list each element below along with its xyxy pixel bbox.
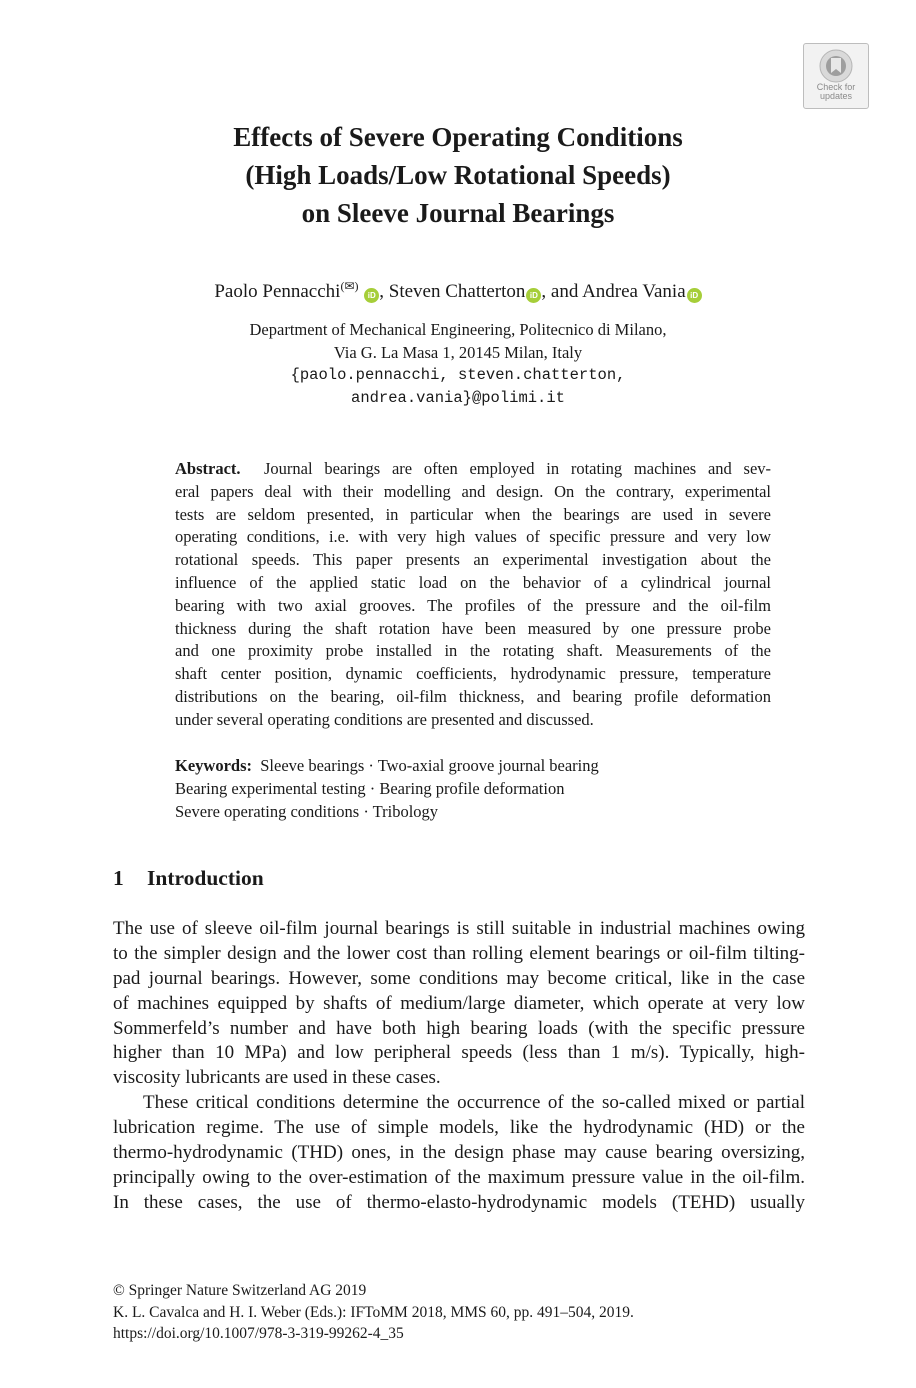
author-name: Andrea Vania bbox=[582, 281, 686, 302]
abstract-line: under several operating conditions are presented and discussed. bbox=[175, 709, 594, 729]
section-heading bbox=[113, 863, 264, 893]
author-list bbox=[0, 272, 916, 306]
orcid-icon[interactable]: iD bbox=[526, 288, 541, 303]
abstract-line: and one proximity probe installed in the rotating shaft. Measurements of the bbox=[175, 641, 771, 661]
section-number: 1 bbox=[113, 866, 124, 890]
body-line: viscosity lubricants are used in these cases. bbox=[113, 1067, 441, 1089]
author-separator: , bbox=[379, 281, 389, 302]
orcid-icon[interactable]: iD bbox=[687, 288, 702, 303]
citation: K. L. Cavalca and H. I. Weber (Eds.): IFToMM 2018, MMS 60, pp. 491–504, 2019. bbox=[113, 1303, 634, 1321]
check-for-updates-badge[interactable] bbox=[803, 43, 869, 109]
abstract-line: thickness during the shaft rotation have been measured by one pressure probe bbox=[175, 618, 771, 638]
badge-line-1: Check for bbox=[816, 82, 856, 92]
abstract-line: rotational speeds. This paper presents an experimental investigation about the bbox=[175, 550, 771, 570]
badge-line-2: updates bbox=[819, 91, 853, 101]
copyright: © Springer Nature Switzerland AG 2019 bbox=[113, 1282, 367, 1299]
keywords-line: Bearing experimental testing · Bearing profile deformation bbox=[175, 779, 565, 798]
body-line: Sommerfeld’s number and have both high bearing loads (with the specific pressure bbox=[113, 1017, 805, 1039]
body-line: higher than 10 MPa) and low peripheral speeds (less than 1 m/s). Typically, high- bbox=[113, 1042, 805, 1064]
abstract-line: bearing with two axial grooves. The profiles of the pressure and the oil-film bbox=[175, 595, 771, 615]
corresponding-author-mark: (✉) bbox=[340, 279, 359, 293]
keywords-line: Keywords: Sleeve bearings · Two-axial groove journal bearing bbox=[175, 756, 599, 775]
footer bbox=[113, 1280, 634, 1345]
body-line: pad journal bearings. However, some conditions may become critical, like in the case bbox=[113, 967, 805, 989]
body-line: The use of sleeve oil-film journal bearings is still suitable in industrial machines owing bbox=[113, 918, 805, 939]
section-title: Introduction bbox=[147, 866, 264, 890]
email-line[interactable]: {paolo.pennacchi, steven.chatterton, bbox=[290, 366, 626, 384]
affiliation-line: Department of Mechanical Engineering, Politecnico di Milano, bbox=[249, 320, 667, 339]
title-line: Effects of Severe Operating Conditions bbox=[233, 122, 683, 152]
paper-title bbox=[0, 118, 916, 232]
body-line: of machines equipped by shafts of medium/large diameter, which operate at very low bbox=[113, 992, 805, 1014]
body-text bbox=[113, 917, 805, 1216]
body-line: to the simpler design and the lower cost than rolling element bearings or oil-film tilting- bbox=[113, 942, 805, 964]
body-line: principally owing to the over-estimation of the maximum pressure value in the oil-film. bbox=[113, 1166, 805, 1188]
keywords bbox=[175, 754, 771, 823]
author-name: Paolo Pennacchi bbox=[214, 281, 341, 302]
body-line: thermo-hydrodynamic (THD) ones, in the design phase may cause bearing oversizing, bbox=[113, 1142, 805, 1164]
author-name: Steven Chatterton bbox=[388, 281, 526, 302]
title-line: (High Loads/Low Rotational Speeds) bbox=[245, 160, 671, 190]
orcid-icon[interactable]: iD bbox=[364, 288, 379, 303]
body-line: In these cases, the use of thermo-elasto-hydrodynamic models (TEHD) usually bbox=[113, 1191, 805, 1213]
email-line[interactable]: andrea.vania}@polimi.it bbox=[351, 389, 565, 407]
keywords-label: Keywords: bbox=[175, 756, 252, 775]
body-line: lubrication regime. The use of simple models, like the hydrodynamic (HD) or the bbox=[113, 1117, 805, 1139]
affiliation-line: Via G. La Masa 1, 20145 Milan, Italy bbox=[333, 343, 583, 362]
abstract-line: tests are seldom presented, in particular when the bearings are used in severe bbox=[175, 504, 771, 524]
author-separator: , and bbox=[541, 281, 583, 302]
doi-link[interactable]: https://doi.org/10.1007/978-3-319-99262-4_35 bbox=[113, 1325, 404, 1342]
affiliation bbox=[0, 318, 916, 410]
abstract-line: shaft center position, dynamic coefficients, hydrodynamic pressure, temperature bbox=[175, 664, 771, 684]
keywords-line: Severe operating conditions · Tribology bbox=[175, 802, 439, 821]
abstract-line: Abstract. Journal bearings are often employed in rotating machines and sev- bbox=[175, 459, 772, 478]
abstract-line: distributions on the bearing, oil-film thickness, and bearing profile deformation bbox=[175, 686, 771, 706]
body-line: These critical conditions determine the occurrence of the so-called mixed or partial bbox=[143, 1092, 805, 1114]
abstract-label: Abstract. bbox=[175, 459, 241, 478]
title-line: on Sleeve Journal Bearings bbox=[301, 198, 615, 228]
abstract-line: eral papers deal with their modelling and design. On the contrary, experimental bbox=[175, 481, 771, 501]
abstract bbox=[175, 458, 771, 732]
bookmark-icon bbox=[819, 49, 853, 83]
abstract-line: influence of the applied static load on the behavior of a cylindrical journal bbox=[175, 572, 771, 592]
abstract-line: operating conditions, i.e. with very high values of specific pressure and very low bbox=[175, 527, 771, 547]
